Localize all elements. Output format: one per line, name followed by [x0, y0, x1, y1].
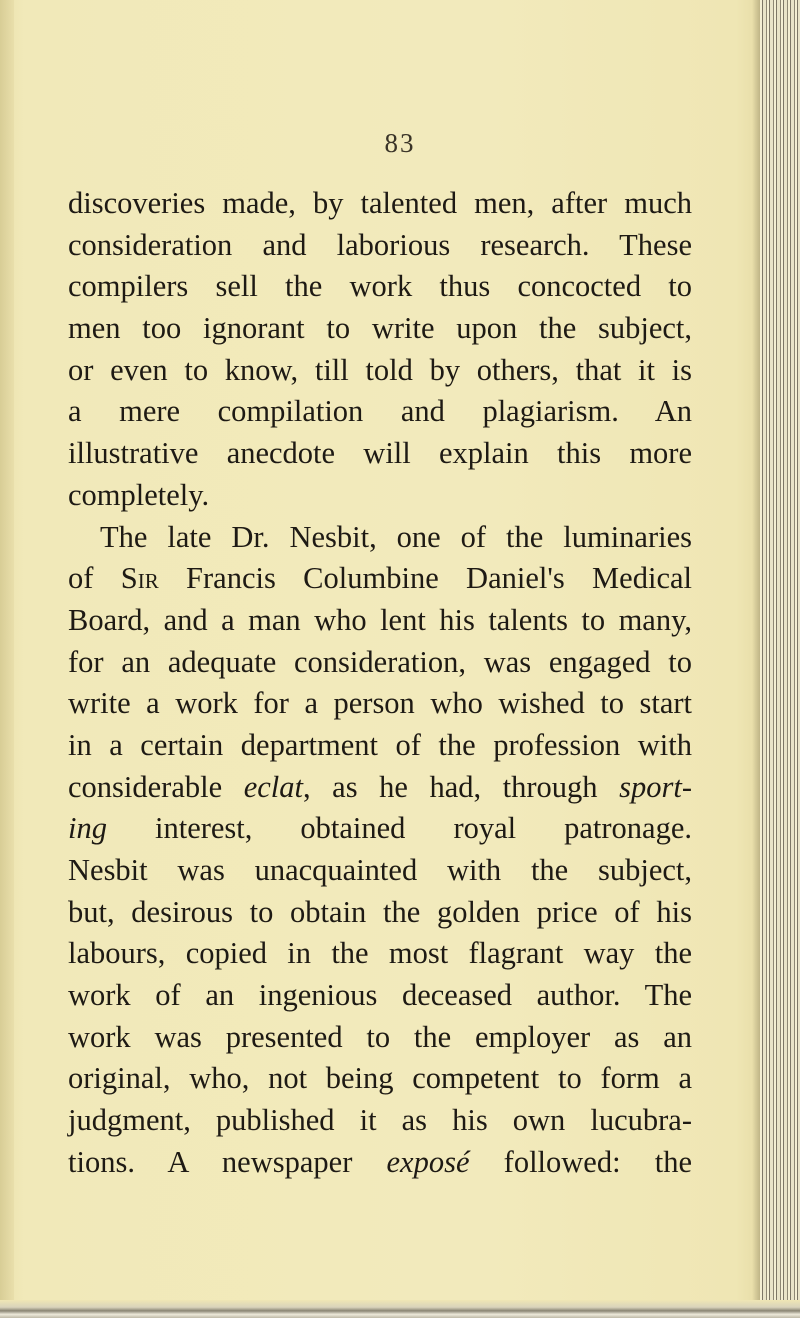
text-line: work of an ingenious deceased author. The: [68, 978, 692, 1013]
text-line: Nesbit was unacquainted with the subject,: [68, 853, 692, 887]
text-line: completely.: [68, 477, 210, 512]
text-line: original, who, not being competent to form a: [68, 1061, 692, 1096]
text-segment: followed: the: [469, 1144, 692, 1179]
text-line: labours, copied in the most flagrant way the: [68, 936, 692, 971]
small-caps-title: Sir: [120, 561, 159, 596]
paragraph-start-line: The late Dr. Nesbit, one of the luminaries: [100, 519, 692, 554]
text-line: a mere compilation and plagiarism. An: [68, 394, 692, 429]
text-line: compilers sell the work thus concocted to: [68, 269, 692, 304]
text-segment: , as he had, through: [302, 769, 620, 804]
text-line: discoveries made, by talented men, after much: [68, 186, 692, 220]
text-line: [68, 808, 692, 850]
text-segment: considerable: [68, 769, 244, 804]
text-line: judgment, published it as his own lucubra-: [68, 1103, 692, 1138]
text-line: or even to know, till told by others, that it is: [68, 352, 692, 387]
text-line: [68, 1142, 692, 1184]
text-line: but, desirous to obtain the golden price of his: [68, 894, 692, 929]
page-edge-bottom: [0, 1300, 800, 1318]
italic-word: exposé: [386, 1144, 470, 1179]
body-text: [68, 183, 692, 1184]
italic-word: ing: [68, 811, 107, 846]
text-segment: of: [68, 561, 121, 596]
page-edges-right: [760, 0, 800, 1318]
text-line: work was presented to the employer as an: [68, 1019, 692, 1054]
text-line: illustrative anecdote will explain this more: [68, 436, 692, 471]
page-gutter: [0, 0, 14, 1318]
text-line: men too ignorant to write upon the subject,: [68, 311, 692, 346]
text-line: consideration and laborious research. These: [68, 227, 692, 262]
text-line: write a work for a person who wished to start: [68, 686, 692, 721]
italic-word: sport-: [619, 769, 692, 804]
text-segment: tions. A newspaper: [68, 1144, 387, 1179]
text-segment: interest, obtained royal patronage.: [106, 811, 692, 846]
text-line: [68, 558, 692, 600]
text-line: [68, 767, 692, 809]
text-line: Board, and a man who lent his talents to many,: [68, 602, 692, 637]
italic-word: eclat: [243, 769, 303, 804]
text-segment: Francis Columbine Daniel's Medical: [158, 561, 692, 596]
page-number: 83: [384, 128, 416, 158]
text-line: for an adequate consideration, was engaged to: [68, 644, 692, 679]
text-line: in a certain department of the profession with: [68, 727, 692, 762]
